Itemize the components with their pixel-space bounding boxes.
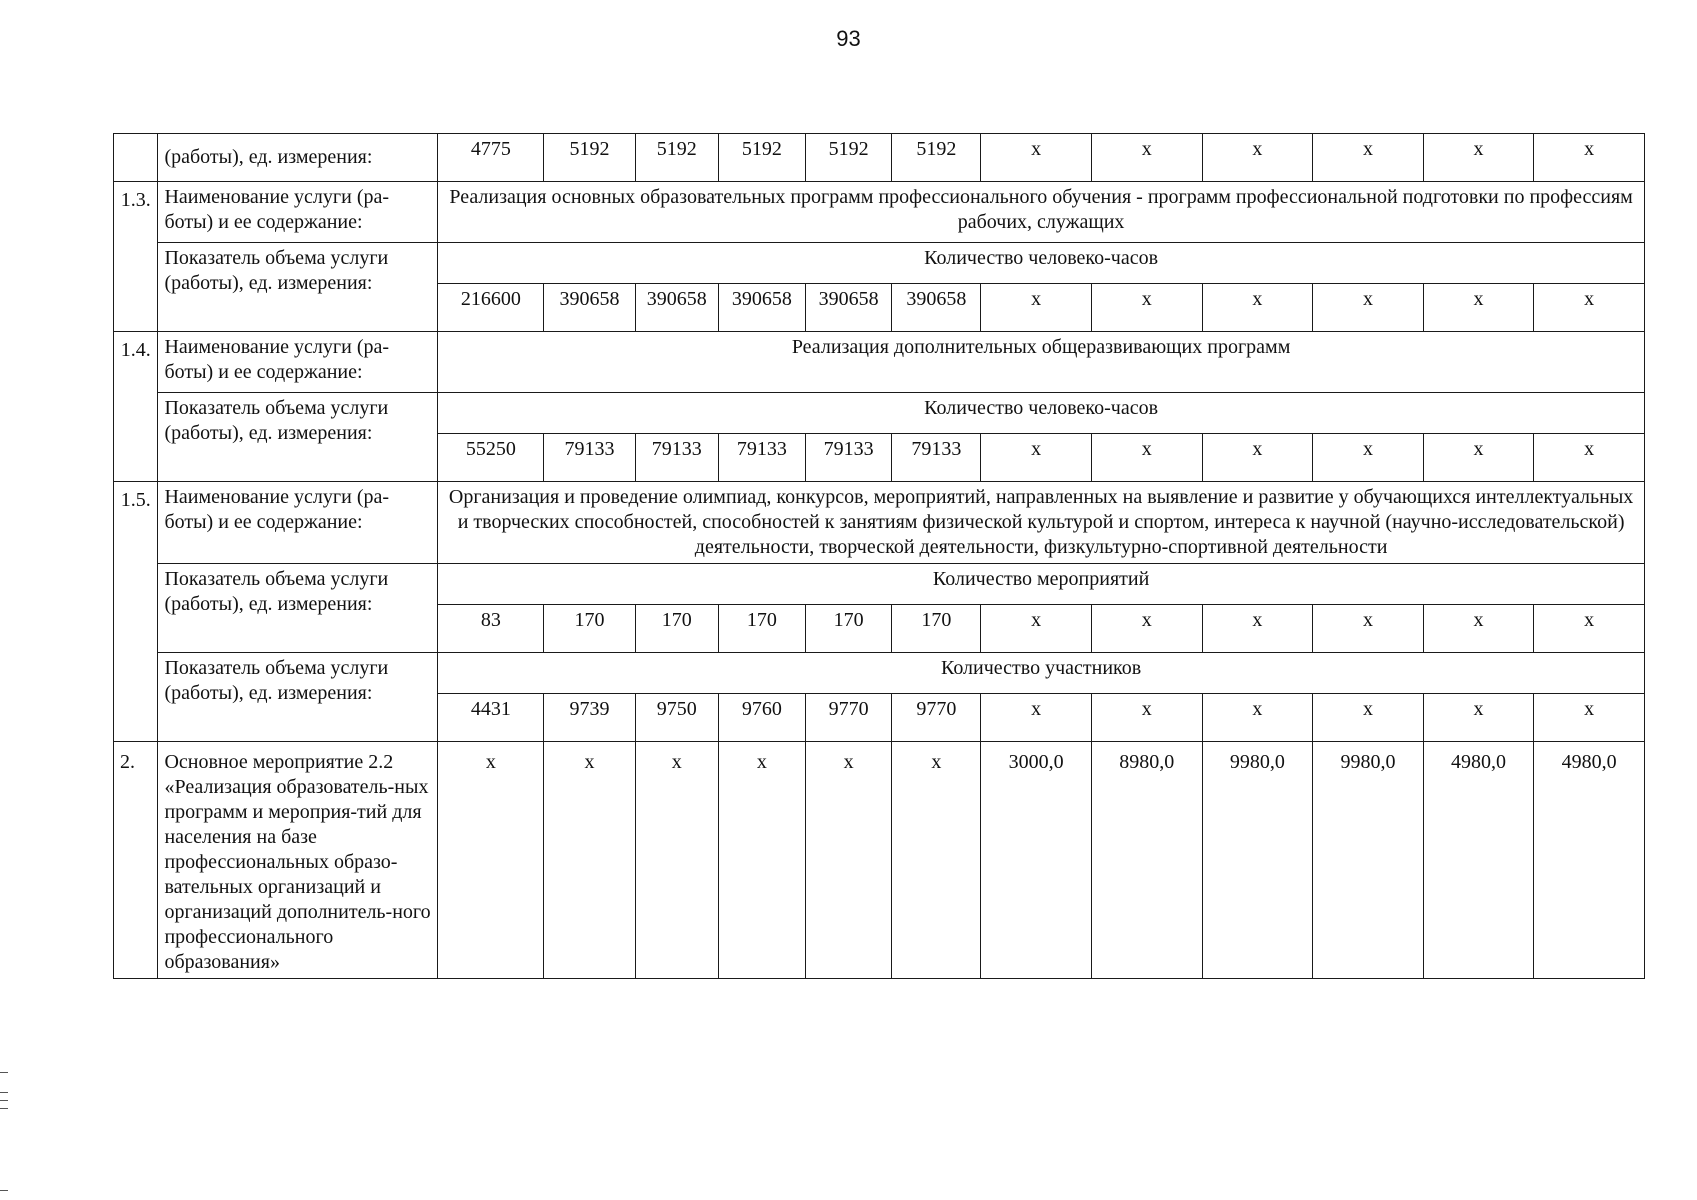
value-cell: x: [981, 434, 1092, 482]
value-cell: 4980,0: [1534, 742, 1645, 979]
value-cell: x: [1534, 434, 1645, 482]
value-cell: 390658: [719, 284, 806, 332]
indicator-label: (работы), ед. измерения:: [158, 134, 438, 182]
value-cell: x: [1202, 605, 1313, 653]
value-cell: x: [1202, 284, 1313, 332]
service-name-label: Наименование услуги (ра-боты) и ее содержание:: [158, 482, 438, 564]
value-cell: 55250: [438, 434, 544, 482]
value-cell: x: [1202, 694, 1313, 742]
indicator-label: Показатель объема услуги (работы), ед. измерения:: [158, 564, 438, 653]
indicator-label: Показатель объема услуги (работы), ед. измерения:: [158, 393, 438, 482]
indicator-unit: Количество мероприятий: [438, 564, 1645, 605]
table-row-indicator-unit: [114, 393, 1645, 434]
value-cell: x: [1534, 694, 1645, 742]
table-row-service-name: [114, 182, 1645, 243]
row-number-cell: [114, 134, 158, 182]
value-cell: x: [1091, 694, 1202, 742]
margin-tick: [0, 1190, 8, 1191]
value-cell: 83: [438, 605, 544, 653]
service-name-label: Наименование услуги (ра-боты) и ее содержание:: [158, 182, 438, 243]
row-number-cell: 1.4.: [114, 332, 158, 482]
value-cell: 170: [805, 605, 892, 653]
value-cell: 5192: [544, 134, 635, 182]
table-row-continuation: [114, 134, 1645, 182]
value-cell: 5192: [635, 134, 718, 182]
table-row-indicator-unit: [114, 564, 1645, 605]
value-cell: x: [1202, 434, 1313, 482]
value-cell: x: [1534, 605, 1645, 653]
value-cell: 170: [892, 605, 981, 653]
value-cell: 170: [719, 605, 806, 653]
value-cell: 390658: [805, 284, 892, 332]
value-cell: 8980,0: [1091, 742, 1202, 979]
value-cell: x: [1313, 694, 1424, 742]
margin-tick: [0, 1100, 8, 1101]
service-name-text: Реализация основных образовательных программ профессионального обучения - программ профессиональной подготовки по профессиям рабочих, служащих: [438, 182, 1645, 243]
value-cell: 9770: [805, 694, 892, 742]
value-cell: 79133: [719, 434, 806, 482]
margin-tick: [0, 1072, 8, 1073]
value-cell: x: [1313, 434, 1424, 482]
value-cell: x: [981, 284, 1092, 332]
value-cell: x: [981, 605, 1092, 653]
value-cell: x: [1202, 134, 1313, 182]
value-cell: 9750: [635, 694, 718, 742]
value-cell: 79133: [544, 434, 635, 482]
value-cell: x: [981, 694, 1092, 742]
value-cell: 216600: [438, 284, 544, 332]
value-cell: 9739: [544, 694, 635, 742]
value-cell: x: [981, 134, 1092, 182]
value-cell: x: [1423, 284, 1534, 332]
value-cell: 4431: [438, 694, 544, 742]
value-cell: 390658: [635, 284, 718, 332]
value-cell: x: [1091, 434, 1202, 482]
value-cell: x: [892, 742, 981, 979]
row-number-cell: 1.3.: [114, 182, 158, 332]
value-cell: x: [635, 742, 718, 979]
value-cell: 9770: [892, 694, 981, 742]
value-cell: x: [1313, 134, 1424, 182]
value-cell: x: [1423, 694, 1534, 742]
value-cell: 5192: [805, 134, 892, 182]
value-cell: 4980,0: [1423, 742, 1534, 979]
value-cell: 170: [635, 605, 718, 653]
service-name-label: Наименование услуги (ра-боты) и ее содержание:: [158, 332, 438, 393]
value-cell: 9980,0: [1202, 742, 1313, 979]
main-activity-label: Основное мероприятие 2.2 «Реализация образователь-ных программ и мероприя-тий для населения на базе профессиональных образо-вательных организаций и организаций дополнитель-ного профессионального образования»: [158, 742, 438, 979]
table-row-service-name: [114, 332, 1645, 393]
value-cell: 4775: [438, 134, 544, 182]
value-cell: 390658: [544, 284, 635, 332]
value-cell: x: [805, 742, 892, 979]
table-row-service-name: [114, 482, 1645, 564]
value-cell: x: [719, 742, 806, 979]
indicator-unit: Количество участников: [438, 653, 1645, 694]
service-name-text: Реализация дополнительных общеразвивающих программ: [438, 332, 1645, 393]
value-cell: x: [544, 742, 635, 979]
value-cell: x: [1313, 605, 1424, 653]
value-cell: 9760: [719, 694, 806, 742]
value-cell: 9980,0: [1313, 742, 1424, 979]
indicator-unit: Количество человеко-часов: [438, 243, 1645, 284]
value-cell: x: [1423, 434, 1534, 482]
value-cell: 390658: [892, 284, 981, 332]
margin-tick: [0, 1108, 8, 1109]
page-number: 93: [836, 26, 861, 51]
value-cell: x: [438, 742, 544, 979]
table-row-indicator-unit: [114, 653, 1645, 694]
value-cell: x: [1091, 284, 1202, 332]
value-cell: 3000,0: [981, 742, 1092, 979]
value-cell: x: [1534, 284, 1645, 332]
row-number-cell: 1.5.: [114, 482, 158, 742]
value-cell: 79133: [805, 434, 892, 482]
indicator-label: Показатель объема услуги (работы), ед. измерения:: [158, 243, 438, 332]
value-cell: 170: [544, 605, 635, 653]
value-cell: 5192: [892, 134, 981, 182]
margin-tick: [0, 1092, 8, 1093]
value-cell: x: [1423, 134, 1534, 182]
indicator-label: Показатель объема услуги (работы), ед. измерения:: [158, 653, 438, 742]
value-cell: x: [1534, 134, 1645, 182]
indicator-unit: Количество человеко-часов: [438, 393, 1645, 434]
program-table: [113, 133, 1645, 979]
row-number-cell: 2.: [114, 742, 158, 979]
value-cell: 5192: [719, 134, 806, 182]
table-row-main-activity: [114, 742, 1645, 979]
value-cell: x: [1091, 134, 1202, 182]
value-cell: x: [1423, 605, 1534, 653]
value-cell: x: [1313, 284, 1424, 332]
table-row-indicator-unit: [114, 243, 1645, 284]
value-cell: x: [1091, 605, 1202, 653]
value-cell: 79133: [635, 434, 718, 482]
value-cell: 79133: [892, 434, 981, 482]
service-name-text: Организация и проведение олимпиад, конкурсов, мероприятий, направленных на выявление и развитие у обучающихся интеллектуальных и творческих способностей, способностей к занятиям физической культурой и спортом, интереса к научной (научно-исследовательской) деятельности, творческой деятельности, физкультурно-спортивной деятельности: [438, 482, 1645, 564]
